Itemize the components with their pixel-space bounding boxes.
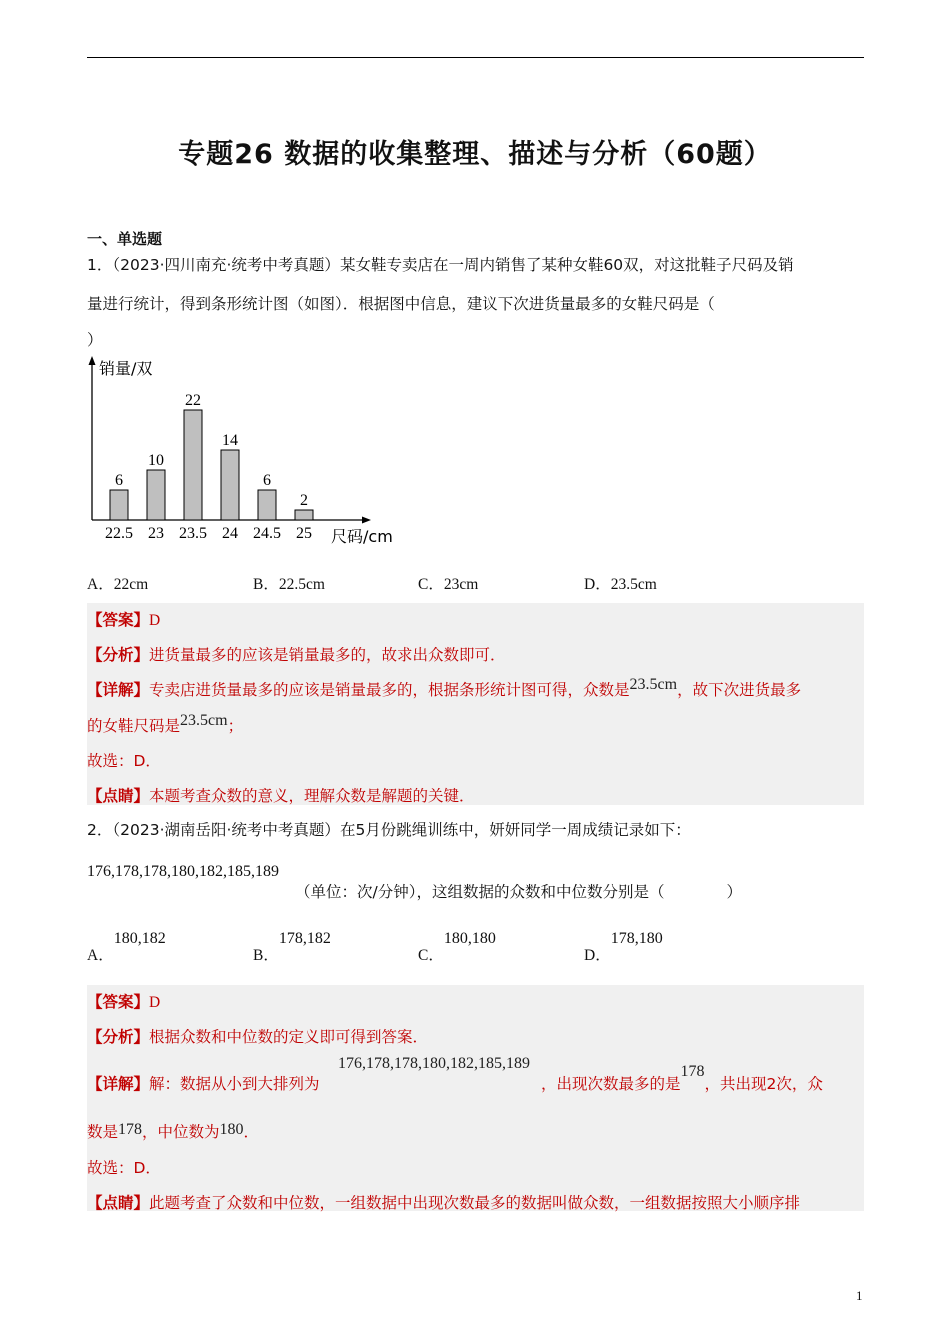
bar-23.5 <box>184 410 202 520</box>
q1-detail-text-4: ； <box>227 717 244 735</box>
q2-number: 2． <box>87 821 113 839</box>
q1-option-b[interactable]: B．22.5cm <box>253 576 325 593</box>
q1-detail-text-1: 专卖店进货量最多的应该是销量最多的，根据条形统计图可得，众数是 <box>149 681 630 699</box>
q1-detail-math-2: 23.5cm <box>180 712 228 729</box>
q2-detail-math-1: 178 <box>680 1063 705 1080</box>
q2-analysis <box>87 1025 428 1047</box>
header-rule <box>87 57 864 58</box>
q1-detail-text-3: 的女鞋尺码是 <box>87 717 181 735</box>
q1-option-a[interactable]: A．22cm <box>87 576 149 593</box>
bar-23 <box>147 470 165 520</box>
q1-option-c[interactable]: C．23cm <box>418 576 479 593</box>
bar-value-label: 14 <box>222 432 238 449</box>
q2-detail-data: 176,178,178,180,182,185,189 <box>338 1055 530 1072</box>
q2-option-a-label: A． <box>87 947 114 964</box>
bar-24.5 <box>258 490 276 520</box>
q2-detail-line-1 <box>87 1072 320 1094</box>
bar-value-label: 10 <box>148 452 164 469</box>
q2-comment <box>87 1191 800 1213</box>
q1-comment-tag: 【点睛】 <box>87 787 150 805</box>
q2-option-c[interactable] <box>418 926 496 964</box>
q1-source: （2023·四川南充·统考中考真题） <box>112 256 340 274</box>
q1-choice: 故选：D． <box>87 752 161 770</box>
q1-detail-line-2 <box>87 714 243 736</box>
q1-option-d[interactable]: D．23.5cm <box>584 576 657 593</box>
q1-comment <box>87 784 475 806</box>
q2-line-1 <box>87 818 691 840</box>
q2-answer-value: D <box>149 994 161 1011</box>
q2-analysis-tag: 【分析】 <box>87 1028 150 1046</box>
x-tick-label: 23 <box>148 525 164 542</box>
q2-option-c-label: C． <box>418 947 444 964</box>
bar-value-label: 6 <box>263 472 271 489</box>
q2-option-b-value: 178,182 <box>278 930 331 947</box>
q2-comment-text: 此题考查了众数和中位数，一组数据中出现次数最多的数据叫做众数，一组数据按照大小顺序排 <box>149 1194 801 1212</box>
q1-analysis-tag: 【分析】 <box>87 646 150 664</box>
q1-analysis <box>87 643 506 665</box>
q2-answer-box <box>87 985 864 1211</box>
page-number: 1 <box>856 1288 863 1303</box>
bar-24 <box>221 450 239 520</box>
q2-option-d-label: D． <box>584 947 611 964</box>
q2-detail-text-5: ，中位数为 <box>142 1123 220 1141</box>
q2-detail-text-3: ，共出现2次，众 <box>704 1075 823 1093</box>
q2-option-c-value: 180,180 <box>443 930 496 947</box>
x-tick-label: 23.5 <box>179 525 207 542</box>
q2-option-b[interactable] <box>253 926 331 964</box>
q1-answer-value: D <box>149 612 161 629</box>
q1-detail-line-1 <box>87 678 801 700</box>
q2-option-d-value: 178,180 <box>610 930 663 947</box>
y-axis-arrow-icon <box>89 356 96 365</box>
section-heading: 一、单选题 <box>87 230 163 248</box>
q2-detail-text-6: ． <box>243 1123 260 1141</box>
q1-answer-tag: 【答案】 <box>87 611 150 629</box>
bar-chart <box>87 352 407 547</box>
q2-choice: 故选：D． <box>87 1159 161 1177</box>
q2-detail-text-4: 数是 <box>87 1123 119 1141</box>
q2-option-b-label: B． <box>253 947 279 964</box>
q2-answer-tag: 【答案】 <box>87 993 150 1011</box>
q1-comment-text: 本题考查众数的意义，理解众数是解题的关键． <box>149 787 475 805</box>
q2-detail-text-1: 解：数据从小到大排列为 <box>149 1075 320 1093</box>
q2-text-2: （单位：次/分钟），这组数据的众数和中位数分别是（ ） <box>295 883 742 901</box>
x-tick-label: 24.5 <box>253 525 281 542</box>
bar-25 <box>295 510 313 520</box>
q1-answer <box>87 608 160 630</box>
q2-detail-tag: 【详解】 <box>87 1075 150 1093</box>
q2-detail-text-2: ，出现次数最多的是 <box>541 1075 681 1093</box>
q2-comment-tag: 【点睛】 <box>87 1194 150 1212</box>
q1-line-3: ） <box>87 331 103 349</box>
q1-detail-tag: 【详解】 <box>87 681 150 699</box>
x-axis-label: 尺码/cm <box>331 527 393 546</box>
q2-option-a[interactable] <box>87 926 166 964</box>
q2-answer <box>87 990 160 1012</box>
q2-detail-math-2: 178 <box>118 1121 143 1138</box>
x-axis-arrow-icon <box>362 517 371 524</box>
q1-line-1 <box>87 253 794 275</box>
q2-detail-line-1b <box>541 1063 823 1094</box>
bar-value-label: 22 <box>185 392 201 409</box>
y-axis-label: 销量/双 <box>99 359 153 378</box>
q2-source: （2023·湖南岳阳·统考中考真题） <box>112 821 340 839</box>
bar-value-label: 6 <box>115 472 123 489</box>
q1-detail-text-2: ，故下次进货最多 <box>677 681 802 699</box>
page-title: 专题26 数据的收集整理、描述与分析（60题） <box>178 139 772 170</box>
bar-22.5 <box>110 490 128 520</box>
x-tick-label: 24 <box>222 525 238 542</box>
q2-text-1: 在5月份跳绳训练中，妍妍同学一周成绩记录如下： <box>339 821 691 839</box>
q2-data: 176,178,178,180,182,185,189 <box>87 863 279 880</box>
q1-line-2: 量进行统计，得到条形统计图（如图）．根据图中信息，建议下次进货量最多的女鞋尺码是（ <box>87 295 715 313</box>
q2-option-d[interactable] <box>584 926 663 964</box>
x-tick-label: 25 <box>296 525 312 542</box>
q1-detail-math: 23.5cm <box>629 676 678 693</box>
q2-detail-math-3: 180 <box>219 1121 244 1138</box>
q2-option-a-value: 180,182 <box>113 930 166 947</box>
x-tick-label: 22.5 <box>105 525 133 542</box>
q2-analysis-text: 根据众数和中位数的定义即可得到答案． <box>149 1028 429 1046</box>
q1-analysis-text: 进货量最多的应该是销量最多的，故求出众数即可． <box>149 646 506 664</box>
bar-value-label: 2 <box>300 492 308 509</box>
q1-number: 1． <box>87 256 113 274</box>
q2-detail-line-2 <box>87 1120 259 1142</box>
q1-answer-box <box>87 603 864 805</box>
q1-text-1: 某女鞋专卖店在一周内销售了某种女鞋60双，对这批鞋子尺码及销 <box>339 256 794 274</box>
